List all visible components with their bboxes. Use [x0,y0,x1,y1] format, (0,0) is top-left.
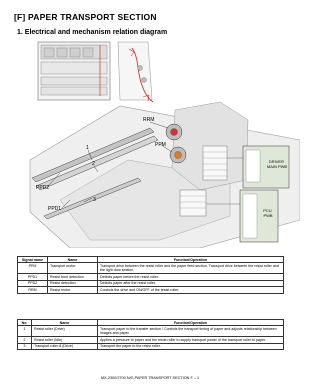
label-pcu-pwb [263,208,273,218]
label-pcu-line1: PCU [263,208,272,213]
table-row [18,343,284,349]
name-cell: Resist front detection [48,274,98,280]
label-rrm: RRM [143,117,155,123]
signal-name-cell: PPD2 [18,280,48,286]
function-cell: Transport the paper to the resist roller. [98,343,284,349]
name-cell: Resist motor [48,287,98,293]
page-footer: MX-2300/2700 N/G PAPER TRANSPORT SECTION F – 1 [100,376,200,380]
part-number-cell: 1 [18,326,32,337]
table-row [18,263,284,274]
table-row [18,287,284,293]
column-header: Signal name [18,257,48,263]
signal-name-cell: PPM [18,263,48,274]
column-header: Function/Operation [98,257,284,263]
machine-overview-illustration [38,42,110,100]
relation-diagram [0,40,300,248]
column-header: Name [32,320,98,326]
label-ppd2: PPD2 [36,185,50,191]
function-cell: Transport drive between the resist roller and the paper feed section. Transport drive between the resist roller and the light door section. [98,263,284,274]
resist-motor-rrm [166,124,182,140]
paper-path-detail [118,42,153,102]
part-name-cell: Transport roller 8 (Drive) [32,343,98,349]
part-name-cell: Resist roller (Drive) [32,326,98,337]
function-cell: Detects paper after the resist roller. [98,280,284,286]
function-cell: Transport paper to the transfer section / Controls the transport timing of paper and adjusts relationship between images and paper. [98,326,284,337]
column-header: Name [48,257,98,263]
table-row [18,326,284,337]
function-cell: Detects paper before the resist roller. [98,274,284,280]
function-cell: Controls the drive and ON/OFF of the resist roller. [98,287,284,293]
function-cell: Applies a pressure to paper and the resist roller to supply transport power of the transport roller to paper. [98,337,284,343]
name-cell: Transport motor [48,263,98,274]
label-driver-line2: MAIN PWB [266,164,288,169]
name-cell: Resist detection [48,280,98,286]
label-roller-1: 1 [86,145,89,151]
signal-name-cell: RRM [18,287,48,293]
label-driver-line1: DRIVER [268,159,284,164]
column-header: No. [18,320,32,326]
label-roller-2: 2 [92,161,95,167]
subsection-title: 1. Electrical and mechanism relation diagram [17,29,168,36]
column-header: Function/Operation [98,320,284,326]
section-title: [F] PAPER TRANSPORT SECTION [14,12,157,22]
label-pcu-line2: PWB [263,213,273,218]
signal-name-cell: PPD1 [18,274,48,280]
part-number-cell: 2 [18,337,32,343]
label-ppd1: PPD1 [48,206,62,212]
signal-table [17,256,284,294]
transport-motor-ppm [170,147,186,163]
label-ppm: PPM [155,142,166,148]
part-name-cell: Resist roller (Idle) [32,337,98,343]
parts-table [17,319,284,350]
label-roller-3: 3 [93,197,96,203]
part-number-cell: 3 [18,343,32,349]
label-driver-main-pwb [267,159,288,169]
